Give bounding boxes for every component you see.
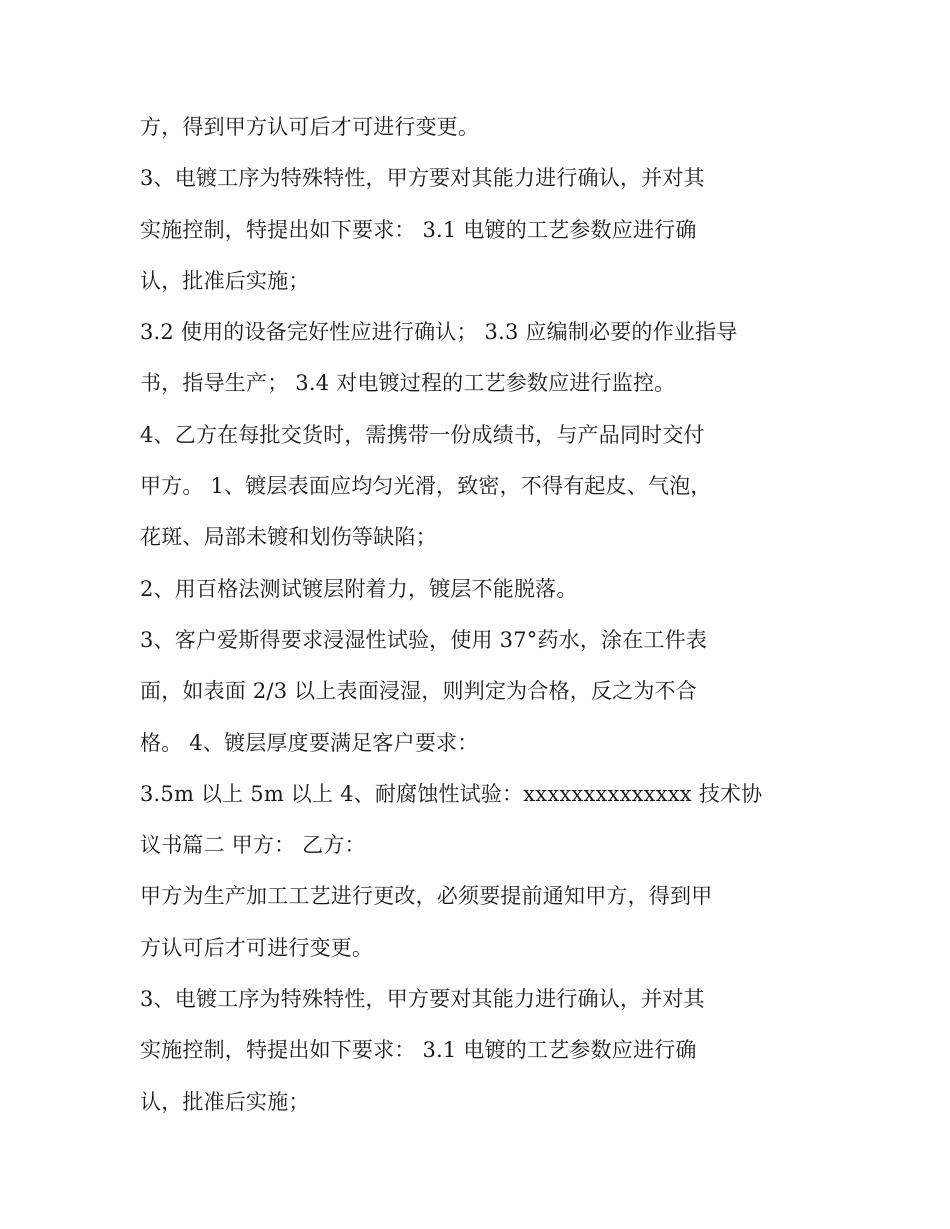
text-line: 3.2 使用的设备完好性应进行确认； 3.3 应编制必要的作业指导 — [140, 320, 738, 345]
text-line: 2、用百格法测试镀层附着力，镀层不能脱落。 — [140, 576, 578, 601]
text-line: 格。 4、镀层厚度要满足客户要求： — [140, 730, 479, 755]
document-body — [140, 102, 820, 1128]
text-line: 甲方。 1、镀层表面应均匀光滑，致密，不得有起皮、气泡， — [140, 474, 712, 499]
text-line: 甲方为生产加工工艺进行更改，必须要提前通知甲方，得到甲 — [140, 884, 713, 909]
text-line: 认，批准后实施； — [140, 1089, 310, 1114]
text-line: 认，批准后实施； — [140, 268, 310, 293]
text-line: 实施控制，特提出如下要求： 3.1 电镀的工艺参数应进行确 — [140, 1038, 697, 1063]
text-line: 书，指导生产； 3.4 对电镀过程的工艺参数应进行监控。 — [140, 371, 676, 396]
text-line: 3.5m 以上 5m 以上 4、耐腐蚀性试验：xxxxxxxxxxxxxx 技术协 — [140, 781, 763, 806]
text-line: 方认可后才可进行变更。 — [140, 935, 374, 960]
text-line: 4、乙方在每批交货时，需携带一份成绩书，与产品同时交付 — [140, 422, 705, 447]
text-line: 方，得到甲方认可后才可进行变更。 — [140, 115, 480, 139]
text-line: 3、客户爱斯得要求浸湿性试验，使用 37°药水，涂在工件表 — [140, 627, 708, 652]
text-line: 3、电镀工序为特殊特性，甲方要对其能力进行确认，并对其 — [140, 166, 705, 191]
text-line: 实施控制，特提出如下要求： 3.1 电镀的工艺参数应进行确 — [140, 217, 697, 242]
text-line: 面，如表面 2/3 以上表面浸湿，则判定为合格，反之为不合 — [140, 679, 697, 704]
text-line: 3、电镀工序为特殊特性，甲方要对其能力进行确认，并对其 — [140, 987, 705, 1012]
text-line: 议书篇二 甲方： 乙方： — [140, 833, 366, 858]
text-line: 花斑、局部未镀和划伤等缺陷； — [140, 525, 437, 550]
